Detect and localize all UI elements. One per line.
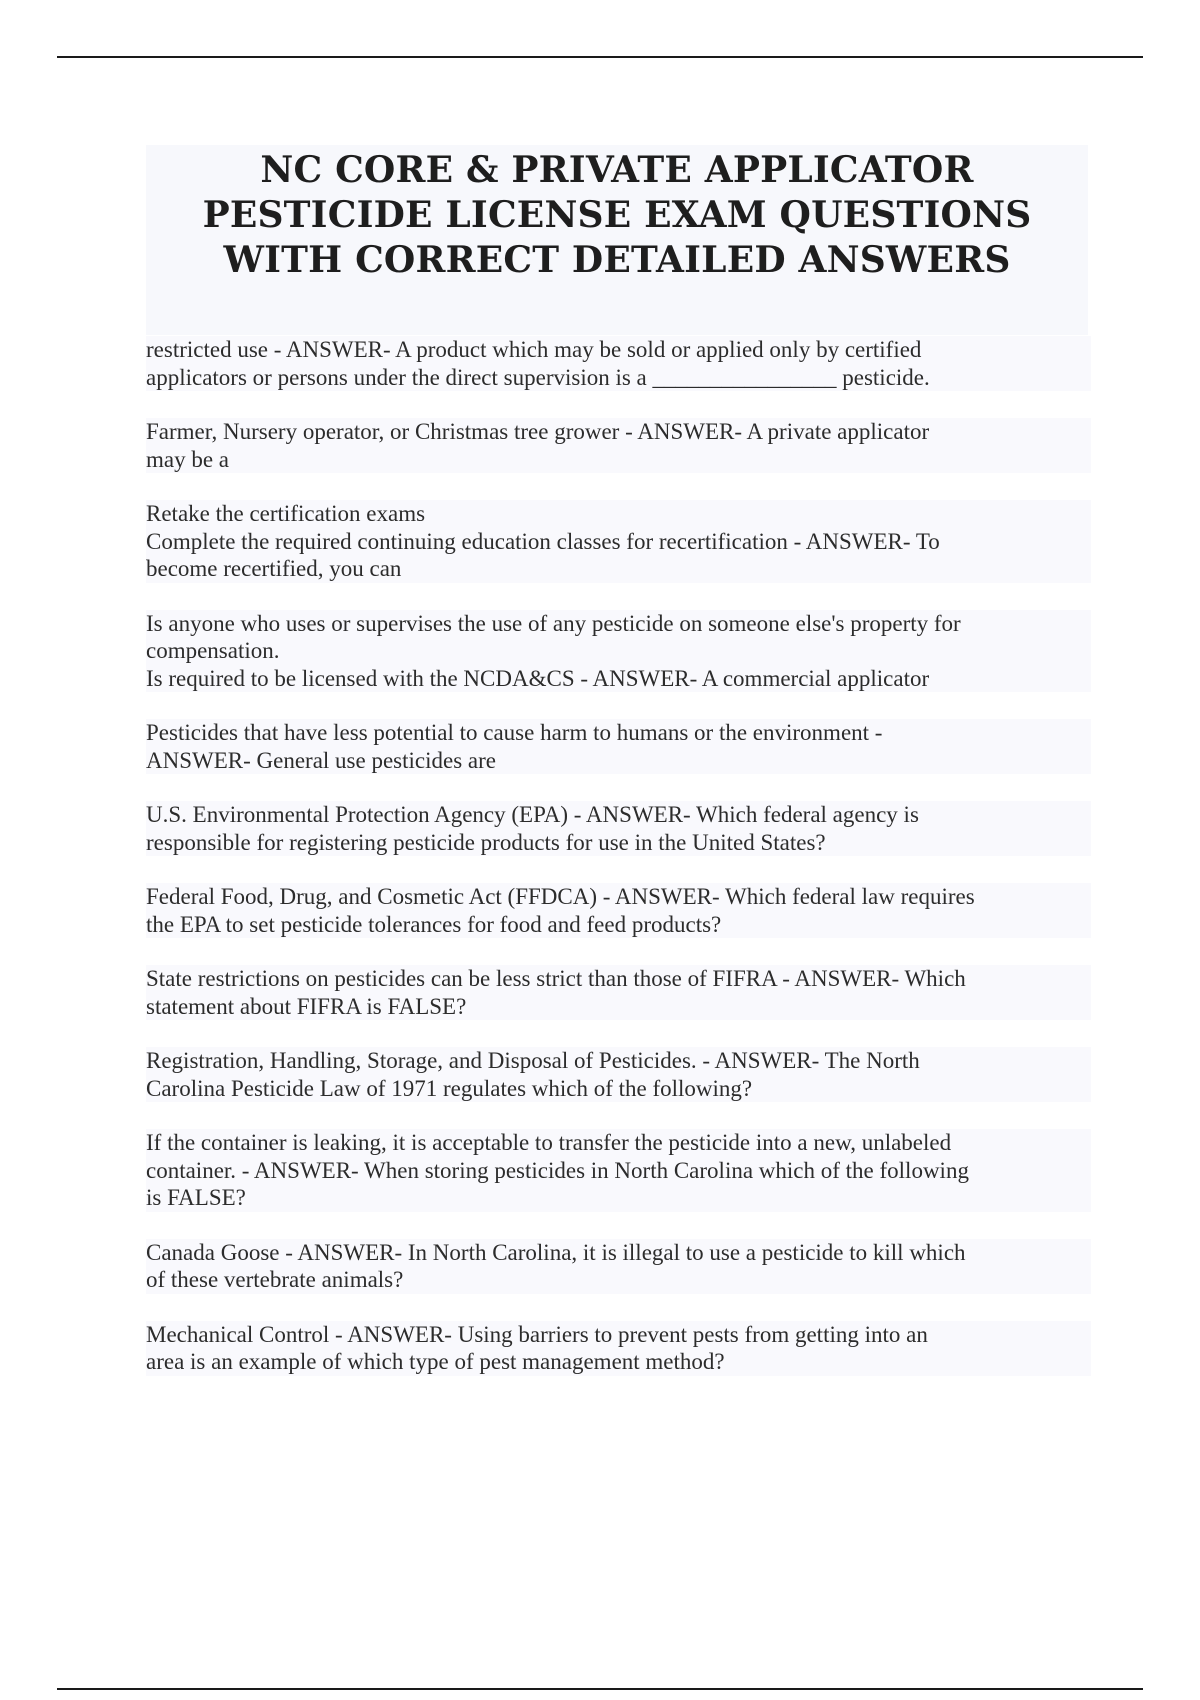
qa-text-line: of these vertebrate animals? bbox=[146, 1267, 404, 1292]
qa-text-line: restricted use - ANSWER- A product which may be sold or applied only by certified bbox=[146, 337, 922, 362]
qa-text-line: U.S. Environmental Protection Agency (EPA) - ANSWER- Which federal agency is bbox=[146, 802, 919, 827]
top-rule bbox=[57, 56, 1143, 58]
qa-text-line: ANSWER- General use pesticides are bbox=[146, 747, 496, 773]
qa-text-line: applicators or persons under the direct supervision is a ________________ pesticide. bbox=[146, 364, 930, 390]
title-line: PESTICIDE LICENSE EXAM QUESTIONS bbox=[202, 194, 1032, 236]
qa-text-line: area is an example of which type of pest management method? bbox=[146, 1349, 725, 1374]
qa-text-line: Complete the required continuing education classes for recertification - ANSWER- To bbox=[146, 528, 940, 554]
qa-text-line: responsible for registering pesticide products for use in the United States? bbox=[146, 829, 826, 855]
qa-text-line: Farmer, Nursery operator, or Christmas tree grower - ANSWER- A private applicator bbox=[146, 419, 930, 444]
qa-text-line: Retake the certification exams bbox=[146, 501, 426, 526]
qa-item bbox=[146, 610, 1091, 693]
qa-item bbox=[146, 1047, 1091, 1102]
qa-text-line: Registration, Handling, Storage, and Disposal of Pesticides. - ANSWER- The North bbox=[146, 1048, 920, 1073]
qa-text-line: Federal Food, Drug, and Cosmetic Act (FFDCA) - ANSWER- Which federal law requires bbox=[146, 884, 975, 909]
bottom-rule bbox=[57, 1688, 1143, 1690]
qa-text-line: become recertified, you can bbox=[146, 556, 402, 581]
qa-item bbox=[146, 1321, 1091, 1376]
qa-text-line: If the container is leaking, it is acceptable to transfer the pesticide into a new, unlabeled bbox=[146, 1130, 952, 1155]
title-line: NC CORE & PRIVATE APPLICATOR bbox=[260, 149, 974, 191]
qa-text-line: statement about FIFRA is FALSE? bbox=[146, 993, 467, 1019]
qa-text-line: container. - ANSWER- When storing pesticides in North Carolina which of the following bbox=[146, 1157, 969, 1183]
title-line: WITH CORRECT DETAILED ANSWERS bbox=[223, 239, 1011, 281]
qa-text-line: Mechanical Control - ANSWER- Using barriers to prevent pests from getting into an bbox=[146, 1321, 928, 1347]
qa-text-line: compensation. bbox=[146, 638, 280, 663]
qa-item bbox=[146, 1239, 1091, 1294]
qa-item bbox=[146, 883, 1091, 938]
qa-text-line: may be a bbox=[146, 446, 230, 472]
qa-text-line: State restrictions on pesticides can be less strict than those of FIFRA - ANSWER- Which bbox=[146, 966, 966, 991]
qa-text-line: Carolina Pesticide Law of 1971 regulates which of the following? bbox=[146, 1075, 753, 1101]
qa-text-line: Is required to be licensed with the NCDA&CS - ANSWER- A commercial applicator bbox=[146, 665, 930, 691]
qa-text-line: is FALSE? bbox=[146, 1185, 246, 1210]
qa-text-line: Pesticides that have less potential to cause harm to humans or the environment - bbox=[146, 720, 883, 745]
qa-item bbox=[146, 1129, 1091, 1212]
qa-item bbox=[146, 418, 1091, 473]
qa-item bbox=[146, 719, 1091, 774]
qa-item bbox=[146, 500, 1091, 583]
qa-text-line: Canada Goose - ANSWER- In North Carolina, it is illegal to use a pesticide to kill which bbox=[146, 1239, 966, 1265]
qa-text-line: Is anyone who uses or supervises the use of any pesticide on someone else's property for bbox=[146, 610, 961, 636]
qa-item bbox=[146, 336, 1091, 391]
qa-item bbox=[146, 801, 1091, 856]
qa-item bbox=[146, 965, 1091, 1020]
qa-text-line: the EPA to set pesticide tolerances for food and feed products? bbox=[146, 911, 722, 937]
qa-list bbox=[146, 336, 1091, 1403]
document-title bbox=[146, 145, 1088, 335]
